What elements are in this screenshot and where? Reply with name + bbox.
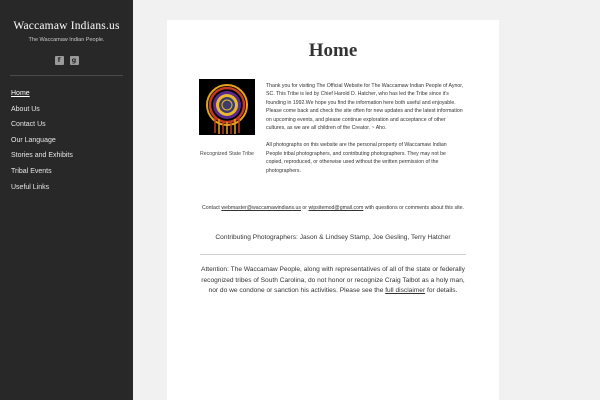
nav-item-label[interactable]: Home: [11, 90, 30, 97]
nav-item-tribal-events[interactable]: [0, 164, 133, 180]
tribe-logo-image: [199, 79, 255, 135]
intro-paragraph: Thank you for visiting The Official Website for The Waccamaw Indian People of Aynor, SC. This Tribe is led by Chief Harold D. Hatcher, who has led the Tribe since it’s founding in 1992.We hope you find the information here both useful and enjoyable. Please come back and check the site often for new updates and the latest information on upcoming events, and please continue exploration and acceptance of other cultures, as we are all children of the Creator. ~ Aho.: [266, 83, 464, 132]
facebook-icon[interactable]: f: [55, 56, 64, 65]
nav-item-label[interactable]: Tribal Events: [11, 167, 52, 175]
page-title: Home: [308, 40, 358, 61]
intro-text: [266, 82, 464, 175]
logo-caption: Recognized State Tribe: [200, 151, 254, 157]
attention-text: Attention: The Waccamaw People, along with representatives of all of the state or federally recognized tribes of South Carolina, do not honor or recognize Craig Talbot as a holy man, nor do we condone or sanction his activities. Please see the: [201, 266, 465, 294]
nav-item-label[interactable]: Our Language: [11, 136, 56, 144]
nav-item-label[interactable]: About Us: [11, 105, 40, 113]
nav-item-stories-exhibits[interactable]: [0, 148, 133, 164]
tribe-seal-icon: [199, 79, 255, 135]
nav-item-contact-us[interactable]: [0, 117, 133, 133]
main-nav: [0, 86, 133, 195]
contact-line: [200, 204, 466, 214]
webmaster-email-link[interactable]: webmaster@waccamawindians.us: [221, 205, 301, 211]
site-title[interactable]: Waccamaw Indians.us: [13, 20, 120, 32]
attention-suffix: for details.: [425, 287, 458, 294]
nav-item-label[interactable]: Stories and Exhibits: [11, 152, 73, 160]
google-plus-icon[interactable]: g: [70, 56, 79, 65]
contact-suffix: with questions or comments about this site.: [363, 205, 464, 211]
site-tagline: The Waccamaw Indian People.: [28, 37, 105, 43]
main-content: [167, 20, 499, 400]
nav-item-label[interactable]: Contact Us: [11, 121, 46, 129]
attention-notice: [200, 265, 466, 297]
nav-item-about-us[interactable]: [0, 102, 133, 118]
contact-or: or: [300, 205, 309, 211]
contributing-photographers: Contributing Photographers: Jason & Lindsey Stamp, Joe Gesling, Terry Hatcher: [215, 234, 451, 241]
nav-item-our-language[interactable]: [0, 133, 133, 149]
full-disclaimer-link[interactable]: full disclaimer: [385, 287, 426, 294]
nav-item-label[interactable]: Useful Links: [11, 183, 50, 191]
nav-item-useful-links[interactable]: [0, 180, 133, 196]
sitemod-email-link[interactable]: wipsitemod@gmail.com: [308, 205, 364, 211]
contact-prefix: Contact: [202, 205, 222, 211]
social-links: [0, 56, 133, 65]
nav-item-home[interactable]: [0, 86, 133, 102]
copyright-paragraph: All photographs on this website are the personal property of Waccamaw Indian People tribal photographers, and contributing photographers. They may not be copied, reproduced, or otherwise used without the written permission of the photographers.: [266, 142, 447, 174]
content-divider: [200, 254, 466, 255]
sidebar-divider: [10, 75, 123, 76]
sidebar: [0, 0, 133, 400]
